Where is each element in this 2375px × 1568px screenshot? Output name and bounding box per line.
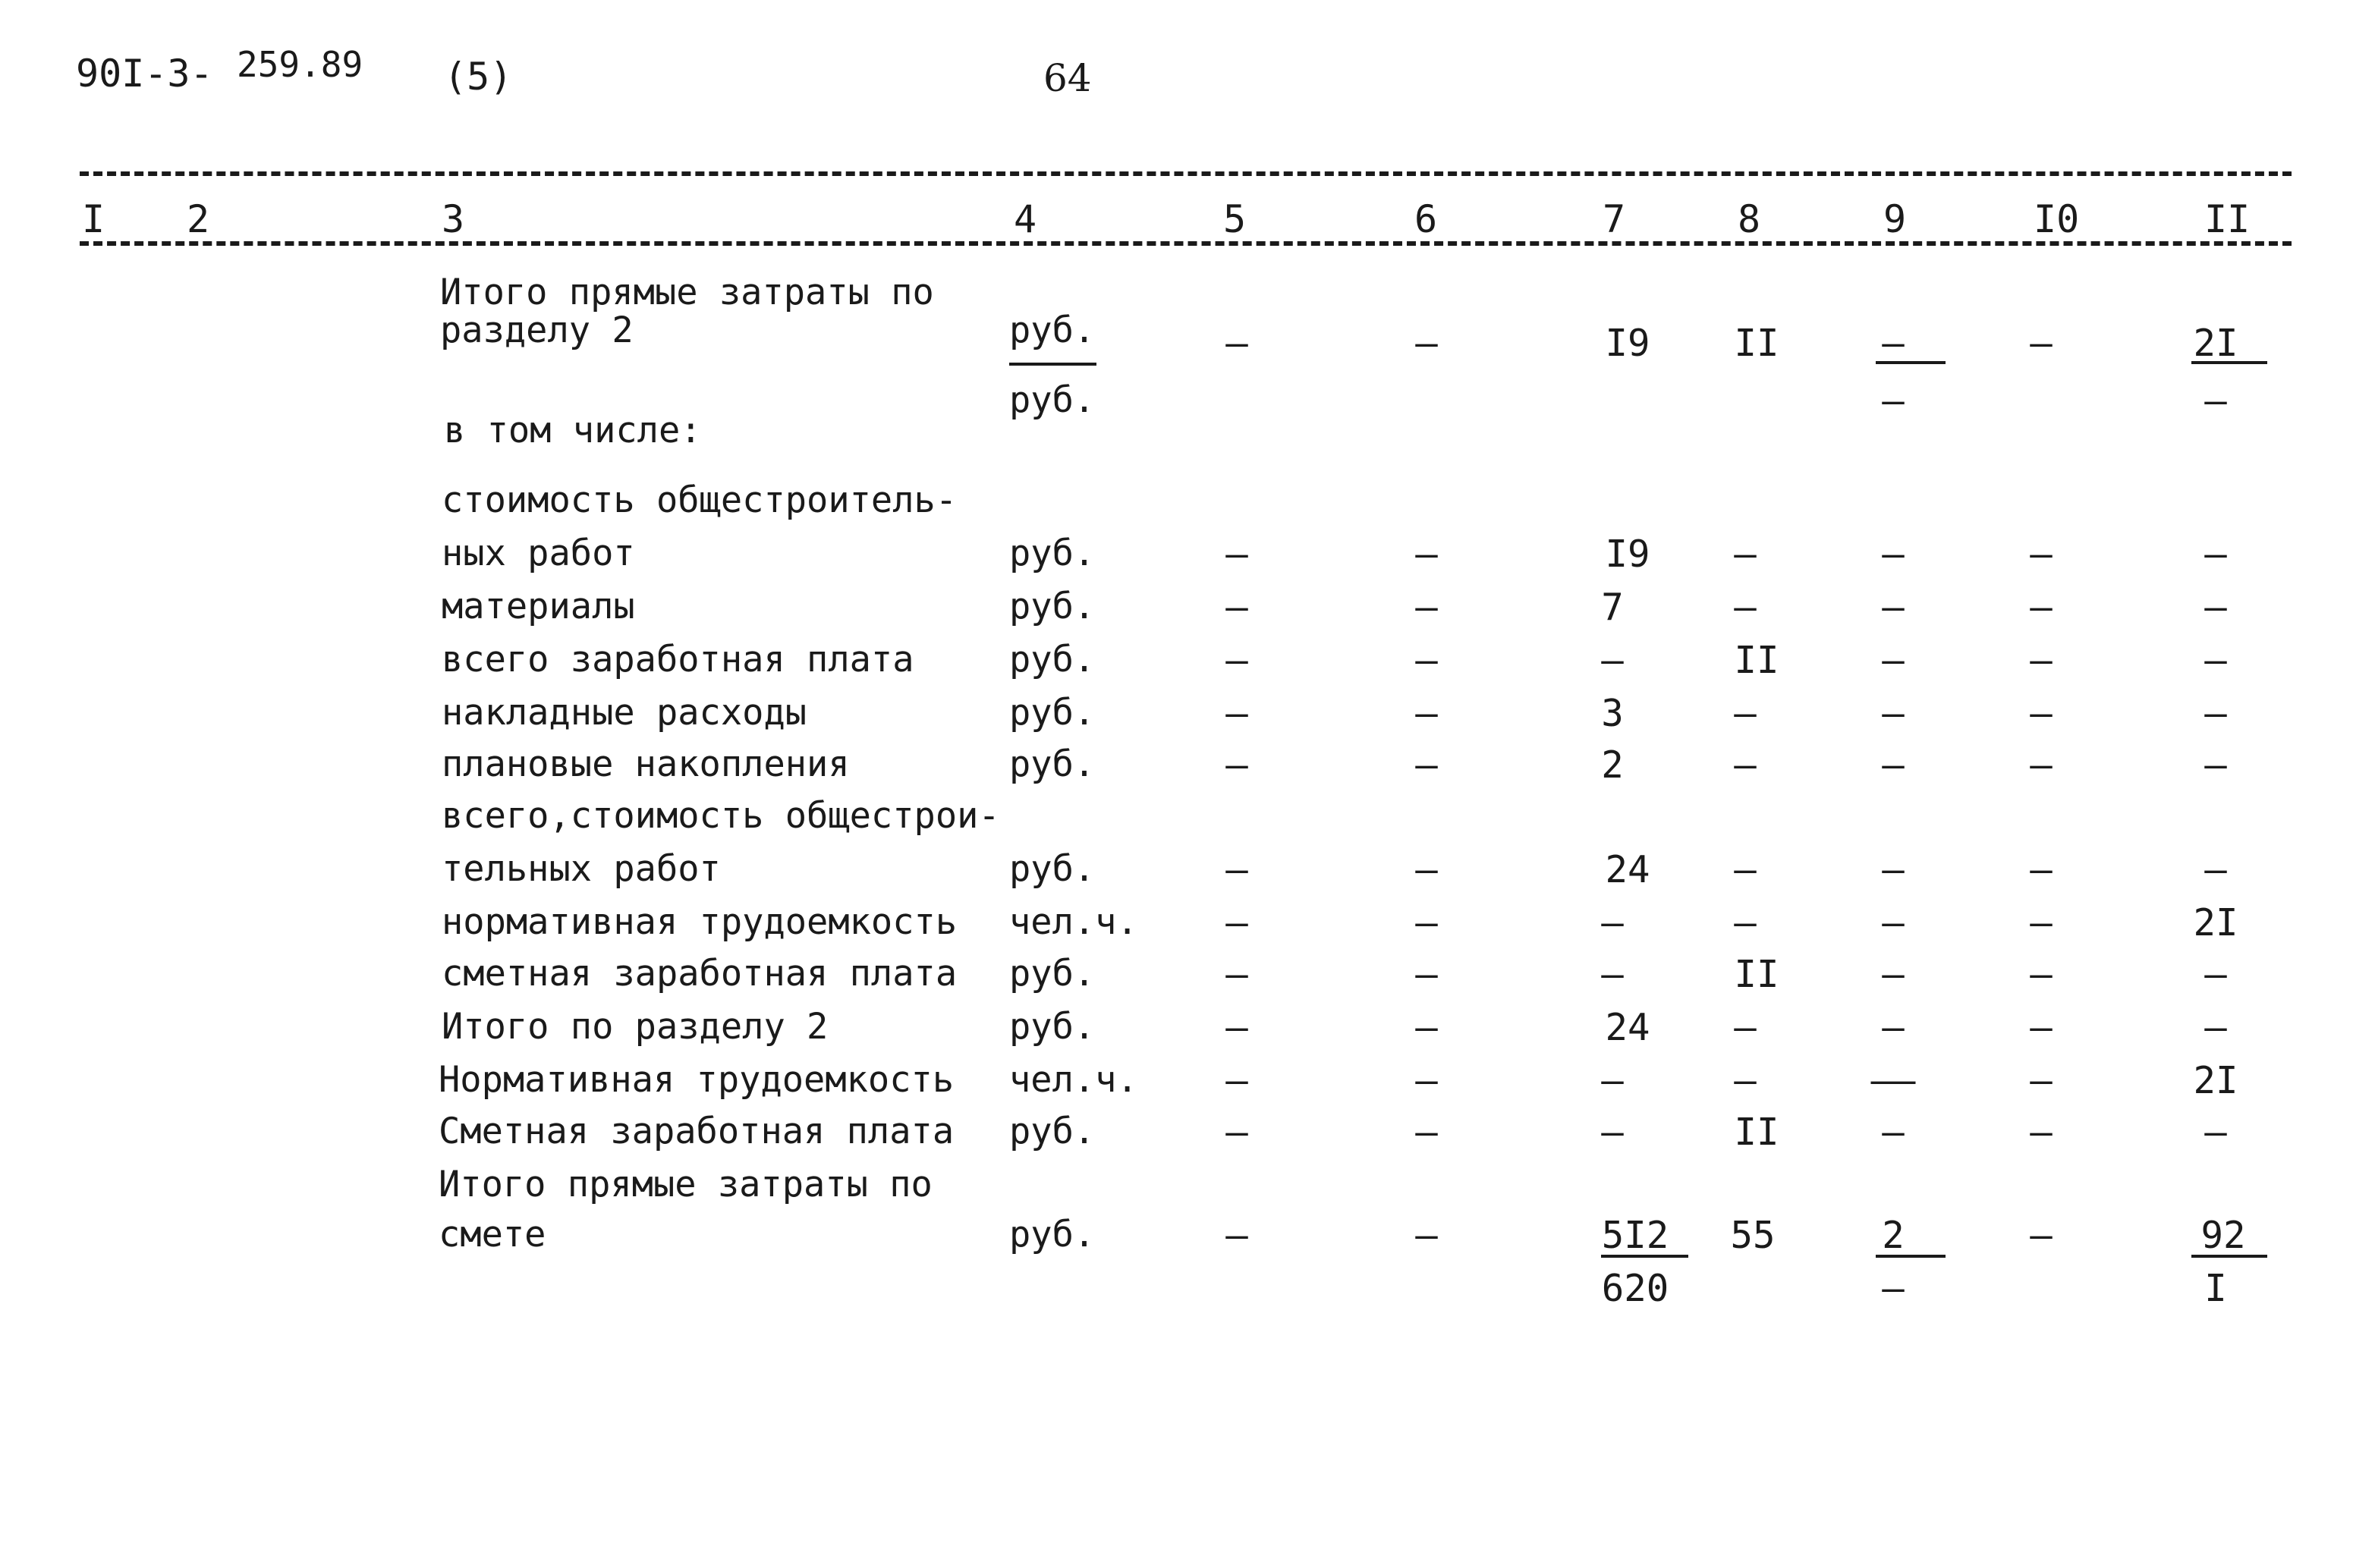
cell-c8: II (1734, 322, 1779, 365)
cell-c7: – (1601, 1111, 1624, 1154)
unit-cell: руб. (1009, 1214, 1096, 1255)
fraction-bar (1601, 1255, 1688, 1258)
cell-c7: 2 (1601, 743, 1624, 787)
cell-c9: – (1882, 586, 1905, 629)
cell-c9: – (1882, 848, 1905, 891)
cell-c9b: – (1882, 1267, 1905, 1310)
cell-c6: – (1415, 1059, 1438, 1102)
cell-c5: – (1225, 322, 1248, 365)
column-number: 3 (442, 197, 465, 241)
table-top-rule (80, 171, 2292, 176)
cell-c6: – (1415, 692, 1438, 735)
cell-c6: – (1415, 1214, 1438, 1257)
cell-c9: – (1882, 743, 1905, 787)
cell-c10: – (2030, 953, 2053, 996)
cell-c7: 24 (1605, 848, 1650, 891)
column-number: 7 (1603, 197, 1626, 241)
column-number: II (2204, 197, 2251, 241)
cell-c9: – (1882, 1006, 1905, 1049)
unit-cell: руб. (1009, 1111, 1096, 1152)
cell-c7: I9 (1605, 322, 1650, 365)
column-number: I (82, 197, 105, 241)
cell-c10: – (2030, 692, 2053, 735)
cell-c7b: 620 (1601, 1267, 1669, 1310)
column-number: 5 (1223, 197, 1247, 241)
row-label: нормативная трудоемкость (442, 901, 958, 943)
cell-c8: – (1734, 1059, 1757, 1102)
row-label: Итого прямые затраты по (440, 272, 934, 313)
unit-cell: руб. (1009, 533, 1096, 574)
cell-c9: – (1882, 639, 1905, 682)
cell-c7: 3 (1601, 692, 1624, 735)
row-label: ных работ (442, 533, 635, 574)
row-label: всего,стоимость общестрои- (442, 795, 1000, 837)
cell-c7: – (1601, 901, 1624, 944)
unit-cell: руб. (1009, 379, 1096, 421)
column-number: 4 (1014, 197, 1037, 241)
unit-cell: руб. (1009, 743, 1096, 785)
cell-c11: – (2204, 533, 2227, 576)
cell-c7: 5I2 (1601, 1214, 1669, 1257)
cell-c11: – (2204, 953, 2227, 996)
cell-c6: – (1415, 1111, 1438, 1154)
cell-c9b: – (1882, 379, 1905, 423)
cell-c11: – (2204, 1006, 2227, 1049)
cell-c11: 2I (2193, 322, 2238, 365)
row-label: сметная заработная плата (442, 953, 958, 995)
cell-c6: – (1415, 322, 1438, 365)
row-label: смете (439, 1214, 546, 1255)
cell-c9: – (1882, 692, 1905, 735)
unit-cell: руб. (1009, 586, 1096, 627)
cell-c7: 7 (1601, 586, 1624, 629)
fraction-bar (1876, 1255, 1946, 1258)
column-number: 2 (187, 197, 210, 241)
unit-cell: руб. (1009, 953, 1096, 995)
row-label: в том числе: (444, 410, 702, 451)
cell-c10: – (2030, 1214, 2053, 1257)
cell-c5: – (1225, 1006, 1248, 1049)
cell-c7: I9 (1605, 533, 1650, 576)
cell-c6: – (1415, 953, 1438, 996)
cell-c9: – (1882, 322, 1905, 365)
cell-c6: – (1415, 848, 1438, 891)
doc-number: 259.89 (237, 44, 363, 85)
cell-c7: – (1601, 1059, 1624, 1102)
row-label: материалы (442, 586, 635, 627)
cell-c10: – (2030, 848, 2053, 891)
cell-c11: – (2204, 586, 2227, 629)
row-label: Итого прямые затраты по (439, 1164, 933, 1205)
unit-cell: руб. (1009, 1006, 1096, 1048)
cell-c11: – (2204, 848, 2227, 891)
cell-c8: – (1734, 533, 1757, 576)
cell-c5: – (1225, 743, 1248, 787)
row-label: плановые накопления (442, 743, 850, 785)
cell-c10: – (2030, 1059, 2053, 1102)
cell-c8: – (1734, 586, 1757, 629)
cell-c8: – (1734, 901, 1757, 944)
cell-c9: – (1882, 533, 1905, 576)
column-number: 8 (1738, 197, 1761, 241)
cell-c7: – (1601, 639, 1624, 682)
cell-c11: 2I (2193, 1059, 2238, 1102)
cell-c8: II (1734, 639, 1779, 682)
cell-c6: – (1415, 533, 1438, 576)
unit-cell: руб. (1009, 639, 1096, 680)
unit-cell: чел.ч. (1009, 901, 1138, 943)
cell-c11: 2I (2193, 901, 2238, 944)
cell-c6: – (1415, 743, 1438, 787)
cell-c5: – (1225, 848, 1248, 891)
fraction-bar (1876, 361, 1946, 364)
table-header-rule (80, 241, 2292, 246)
cell-c10: – (2030, 1006, 2053, 1049)
cell-c5: – (1225, 692, 1248, 735)
cell-c10: – (2030, 743, 2053, 787)
cell-c5: – (1225, 639, 1248, 682)
cell-c8: 55 (1730, 1214, 1776, 1257)
cell-c11b: – (2204, 379, 2227, 423)
cell-c8: – (1734, 692, 1757, 735)
cell-c6: – (1415, 901, 1438, 944)
cell-c10: – (2030, 1111, 2053, 1154)
row-label: стоимость общестроитель- (442, 479, 958, 521)
cell-c5: – (1225, 1214, 1248, 1257)
row-label: всего заработная плата (442, 639, 914, 680)
cell-c6: – (1415, 639, 1438, 682)
column-number: 6 (1414, 197, 1438, 241)
cell-c5: – (1225, 586, 1248, 629)
row-label: Нормативная трудоемкость (439, 1059, 955, 1101)
cell-c5: – (1225, 533, 1248, 576)
cell-c6: – (1415, 586, 1438, 629)
cell-c11: 92 (2200, 1214, 2246, 1257)
row-label: накладные расходы (442, 692, 807, 734)
row-label: тельных работ (442, 848, 721, 890)
cell-c6: – (1415, 1006, 1438, 1049)
cell-c8: II (1734, 1111, 1779, 1154)
cell-c9: – (1882, 901, 1905, 944)
row-label: разделу 2 (440, 310, 634, 351)
cell-c11b: I (2204, 1267, 2227, 1310)
unit-cell: руб. (1009, 310, 1096, 351)
cell-c9: 2 (1882, 1214, 1905, 1257)
cell-c5: – (1225, 901, 1248, 944)
cell-c11: – (2204, 743, 2227, 787)
unit-cell: руб. (1009, 692, 1096, 734)
column-number: 9 (1883, 197, 1907, 241)
cell-c7: – (1601, 953, 1624, 996)
cell-c8: – (1734, 743, 1757, 787)
doc-code: 90I-3- (76, 52, 213, 96)
cell-c11: – (2204, 692, 2227, 735)
cell-c11: – (2204, 639, 2227, 682)
cell-c5: – (1225, 1111, 1248, 1154)
cell-c9: –– (1870, 1059, 1916, 1102)
cell-c9: – (1882, 1111, 1905, 1154)
cell-c10: – (2030, 586, 2053, 629)
cell-c5: – (1225, 953, 1248, 996)
sheet-marker: (5) (444, 55, 513, 99)
row-label: Итого по разделу 2 (442, 1006, 829, 1048)
cell-c5: – (1225, 1059, 1248, 1102)
fraction-bar (2191, 361, 2267, 364)
fraction-bar (1009, 363, 1096, 366)
cell-c7: 24 (1605, 1006, 1650, 1049)
cell-c10: – (2030, 901, 2053, 944)
page-number: 64 (1043, 56, 1092, 100)
unit-cell: руб. (1009, 848, 1096, 890)
cell-c10: – (2030, 639, 2053, 682)
unit-cell: чел.ч. (1009, 1059, 1138, 1101)
cell-c10: – (2030, 322, 2053, 365)
cell-c9: – (1882, 953, 1905, 996)
cell-c8: – (1734, 848, 1757, 891)
cell-c8: – (1734, 1006, 1757, 1049)
cell-c11: – (2204, 1111, 2227, 1154)
column-number: I0 (2034, 197, 2080, 241)
row-label: Сметная заработная плата (439, 1111, 955, 1152)
fraction-bar (2191, 1255, 2267, 1258)
cell-c8: II (1734, 953, 1779, 996)
cell-c10: – (2030, 533, 2053, 576)
